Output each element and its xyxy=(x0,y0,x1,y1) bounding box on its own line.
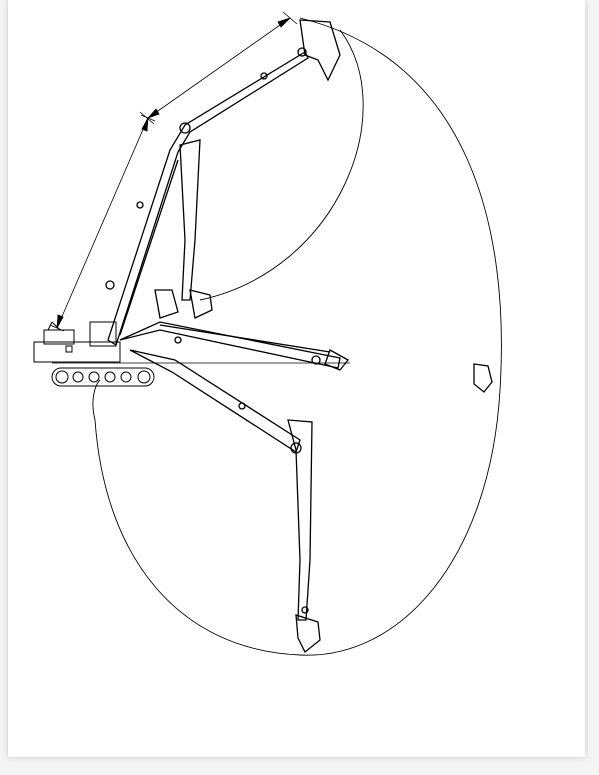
boom-position-high xyxy=(106,20,340,345)
upper-reach-arc xyxy=(200,30,363,300)
excavator-base xyxy=(34,322,154,386)
dimension-10000 xyxy=(50,115,155,331)
dimension-8000 xyxy=(140,12,297,124)
boom-position-mid xyxy=(120,290,348,370)
boom-position-deep xyxy=(130,350,320,652)
bucket-far-reach xyxy=(474,364,492,392)
